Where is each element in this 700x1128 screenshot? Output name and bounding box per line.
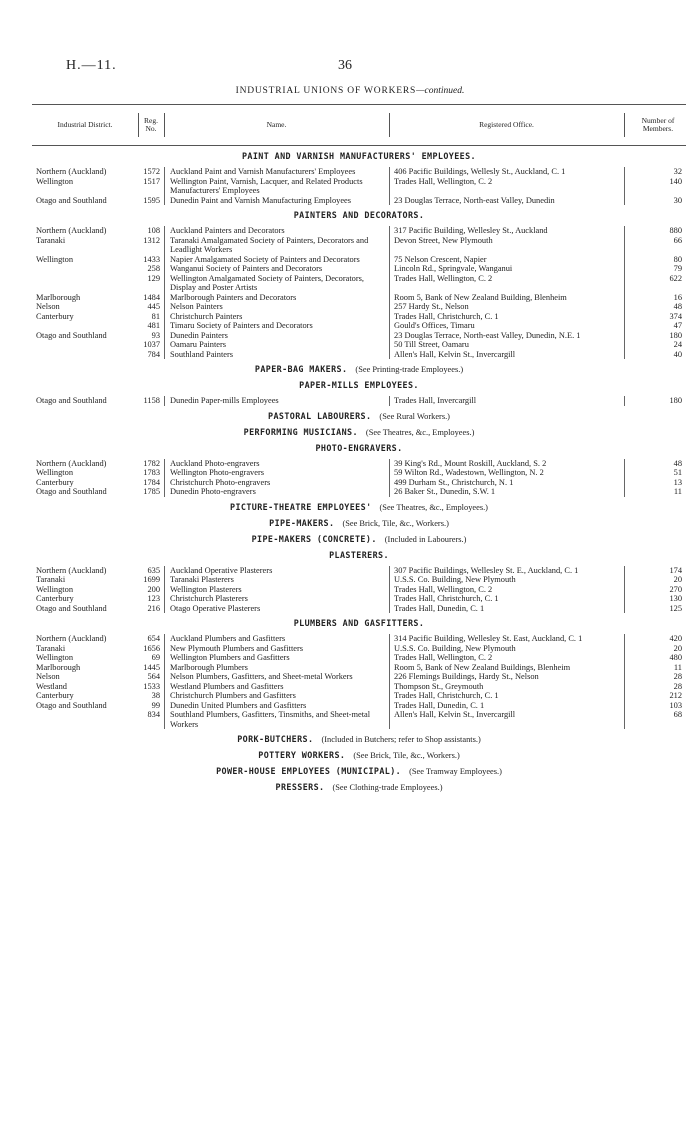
district-cell: Otago and Southland bbox=[36, 700, 107, 710]
column-divider bbox=[624, 113, 625, 137]
members-cell: 480 bbox=[624, 653, 686, 663]
section-heading bbox=[32, 411, 686, 422]
column-header-office: Registered Office. bbox=[479, 120, 534, 129]
district-cell: Northern (Auckland) bbox=[36, 634, 107, 643]
section-note: (See Rural Workers.) bbox=[379, 411, 450, 421]
district-cell: Taranaki bbox=[36, 643, 66, 653]
reg-no-cell: 38 bbox=[151, 691, 160, 700]
table-row bbox=[32, 634, 686, 644]
district-cell: Westland bbox=[36, 681, 67, 691]
union-name-cell: Oamaru Painters bbox=[164, 340, 389, 350]
table-row bbox=[32, 478, 686, 488]
section-title: PRESSERS. bbox=[275, 782, 325, 792]
section-heading bbox=[32, 550, 686, 561]
section-note: (See Clothing-trade Employees.) bbox=[332, 783, 443, 792]
district-cell bbox=[32, 321, 138, 331]
section-heading bbox=[32, 427, 686, 438]
office-cell: Allen's Hall, Kelvin St., Invercargill bbox=[389, 350, 624, 360]
table-row bbox=[32, 167, 686, 177]
office-cell: 23 Douglas Terrace, North-east Valley, Dunedin bbox=[389, 196, 624, 206]
reg-no-cell: 1784 bbox=[143, 477, 160, 487]
union-name-cell: Christchurch Painters bbox=[164, 312, 389, 322]
members-cell: 20 bbox=[624, 644, 686, 654]
section-heading bbox=[32, 766, 686, 777]
table-row bbox=[32, 321, 686, 331]
table-row bbox=[32, 312, 686, 322]
district-cell: Northern (Auckland) bbox=[36, 167, 107, 176]
table-row bbox=[32, 274, 686, 293]
office-cell: 314 Pacific Building, Wellesley St. East, Auckland, C. 1 bbox=[389, 634, 624, 644]
reg-no-cell: 445 bbox=[147, 302, 160, 311]
office-cell: Trades Hall, Wellington, C. 2 bbox=[389, 585, 624, 595]
reg-no-cell: 1572 bbox=[143, 167, 160, 176]
union-name-cell: Auckland Painters and Decorators bbox=[164, 226, 389, 236]
section-heading bbox=[32, 210, 686, 221]
section-title: PHOTO-ENGRAVERS. bbox=[315, 442, 403, 453]
section-heading bbox=[32, 364, 686, 375]
table-row bbox=[32, 691, 686, 701]
table-row bbox=[32, 396, 686, 406]
union-name-cell: Auckland Paint and Varnish Manufacturers' Employees bbox=[164, 167, 389, 177]
column-header-name: Name. bbox=[266, 120, 287, 129]
members-cell: 11 bbox=[624, 487, 686, 497]
union-name-cell: Wanganui Society of Painters and Decorators bbox=[164, 264, 389, 274]
union-name-cell: Auckland Plumbers and Gasfitters bbox=[164, 634, 389, 644]
section-heading bbox=[32, 734, 686, 745]
union-name-cell: Auckland Operative Plasterers bbox=[164, 566, 389, 576]
table-row bbox=[32, 701, 686, 711]
district-cell: Otago and Southland bbox=[36, 330, 107, 340]
office-cell: 406 Pacific Buildings, Wellesly St., Auckland, C. 1 bbox=[389, 167, 624, 177]
reg-no-cell: 1785 bbox=[143, 487, 160, 496]
members-cell: 51 bbox=[624, 468, 686, 478]
table-row bbox=[32, 236, 686, 255]
section-title: PERFORMING MUSICIANS. bbox=[243, 426, 358, 437]
section-heading bbox=[32, 618, 686, 629]
table-row bbox=[32, 331, 686, 341]
column-header-row bbox=[32, 104, 686, 146]
table-row bbox=[32, 566, 686, 576]
section-note: (See Theatres, &c., Employees.) bbox=[379, 502, 488, 512]
union-name-cell: Christchurch Plumbers and Gasfitters bbox=[164, 691, 389, 701]
district-cell: Wellington bbox=[36, 584, 74, 594]
office-cell: Trades Hall, Dunedin, C. 1 bbox=[389, 604, 624, 614]
district-cell: Northern (Auckland) bbox=[36, 458, 107, 468]
section-heading bbox=[32, 782, 686, 793]
district-cell: Wellington bbox=[36, 653, 74, 662]
office-cell: 226 Flemings Buildings, Hardy St., Nelson bbox=[389, 672, 624, 682]
district-cell: Canterbury bbox=[36, 594, 74, 603]
union-name-cell: Dunedin Paper-mills Employees bbox=[164, 396, 389, 406]
table-row bbox=[32, 226, 686, 236]
union-name-cell: Wellington Plasterers bbox=[164, 585, 389, 595]
union-name-cell: Dunedin Photo-engravers bbox=[164, 487, 389, 497]
members-cell: 32 bbox=[624, 167, 686, 177]
table-row bbox=[32, 710, 686, 729]
report-reference: H.—11. bbox=[66, 58, 117, 73]
reg-no-cell: 834 bbox=[147, 710, 160, 719]
section-title: POTTERY WORKERS. bbox=[258, 750, 346, 760]
table-row bbox=[32, 575, 686, 585]
district-cell: Marlborough bbox=[36, 292, 81, 302]
table-row bbox=[32, 255, 686, 265]
union-name-cell: Nelson Painters bbox=[164, 302, 389, 312]
union-name-cell: Westland Plumbers and Gasfitters bbox=[164, 682, 389, 692]
union-name-cell: Wellington Paint, Varnish, Lacquer, and Related Products Manufacturers' Employees bbox=[164, 177, 389, 196]
office-cell: Room 5, Bank of New Zealand Building, Blenheim bbox=[389, 293, 624, 303]
section-heading bbox=[32, 518, 686, 529]
office-cell: 307 Pacific Buildings, Wellesley St. E., Auckland, C. 1 bbox=[389, 566, 624, 576]
reg-no-cell: 1699 bbox=[143, 575, 160, 584]
table-row bbox=[32, 594, 686, 604]
office-cell: 39 King's Rd., Mount Roskill, Auckland, S. 2 bbox=[389, 459, 624, 469]
members-cell: 11 bbox=[624, 663, 686, 673]
table-row bbox=[32, 468, 686, 478]
table-row bbox=[32, 340, 686, 350]
union-name-cell: Wellington Photo-engravers bbox=[164, 468, 389, 478]
union-name-cell: Southland Painters bbox=[164, 350, 389, 360]
section-title: PLUMBERS AND GASFITTERS. bbox=[293, 618, 425, 628]
union-name-cell: Dunedin Painters bbox=[164, 331, 389, 341]
table-row bbox=[32, 663, 686, 673]
table-row bbox=[32, 604, 686, 614]
reg-no-cell: 123 bbox=[147, 594, 160, 603]
union-name-cell: Taranaki Amalgamated Society of Painters, Decorators and Leadlight Workers bbox=[164, 236, 389, 255]
reg-no-cell: 69 bbox=[151, 653, 160, 662]
reg-no-cell: 1433 bbox=[143, 254, 160, 264]
union-name-cell: Marlborough Painters and Decorators bbox=[164, 293, 389, 303]
reg-no-cell: 108 bbox=[147, 226, 160, 235]
members-cell: 103 bbox=[624, 701, 686, 711]
reg-no-cell: 1158 bbox=[143, 396, 160, 405]
section-title: PIPE-MAKERS. bbox=[269, 517, 335, 528]
district-cell: Wellington bbox=[36, 254, 74, 264]
office-cell: Trades Hall, Dunedin, C. 1 bbox=[389, 701, 624, 711]
reg-no-cell: 1656 bbox=[143, 643, 160, 653]
office-cell: 257 Hardy St., Nelson bbox=[389, 302, 624, 312]
table-row bbox=[32, 459, 686, 469]
office-cell: Trades Hall, Wellington, C. 2 bbox=[389, 177, 624, 196]
members-cell: 66 bbox=[624, 236, 686, 255]
members-cell: 47 bbox=[624, 321, 686, 331]
section-heading bbox=[32, 151, 686, 162]
members-cell: 212 bbox=[624, 691, 686, 701]
section-heading bbox=[32, 443, 686, 454]
running-title-text: INDUSTRIAL UNIONS OF WORKERS bbox=[235, 86, 417, 96]
section-title: PAINT AND VARNISH MANUFACTURERS' EMPLOYEES. bbox=[241, 151, 476, 161]
office-cell: 26 Baker St., Dunedin, S.W. 1 bbox=[389, 487, 624, 497]
office-cell: Lincoln Rd., Springvale, Wanganui bbox=[389, 264, 624, 274]
table-row bbox=[32, 487, 686, 497]
district-cell: Wellington bbox=[36, 176, 74, 186]
reg-no-cell: 1445 bbox=[143, 662, 160, 672]
table-row bbox=[32, 644, 686, 654]
section-heading bbox=[32, 380, 686, 391]
reg-no-cell: 1595 bbox=[143, 195, 160, 205]
members-cell: 79 bbox=[624, 264, 686, 274]
reg-no-cell: 635 bbox=[147, 565, 160, 575]
district-cell: Taranaki bbox=[36, 575, 66, 584]
district-cell: Marlborough bbox=[36, 662, 81, 672]
members-cell: 622 bbox=[624, 274, 686, 293]
section-heading bbox=[32, 502, 686, 513]
section-title: PORK-BUTCHERS. bbox=[237, 734, 314, 744]
table-row bbox=[32, 264, 686, 274]
table-row bbox=[32, 177, 686, 196]
reg-no-cell: 258 bbox=[147, 264, 160, 273]
members-cell: 80 bbox=[624, 255, 686, 265]
union-name-cell: Southland Plumbers, Gasfitters, Tinsmiths, and Sheet-metal Workers bbox=[164, 710, 389, 729]
column-header-district: Industrial District. bbox=[57, 120, 113, 129]
members-cell: 40 bbox=[624, 350, 686, 360]
office-cell: Allen's Hall, Kelvin St., Invercargill bbox=[389, 710, 624, 729]
members-cell: 20 bbox=[624, 575, 686, 585]
reg-no-cell: 1533 bbox=[143, 681, 160, 691]
section-heading bbox=[32, 534, 686, 545]
table-row bbox=[32, 293, 686, 303]
table-row bbox=[32, 302, 686, 312]
reg-no-cell: 1312 bbox=[143, 235, 160, 245]
members-cell: 880 bbox=[624, 226, 686, 236]
office-cell: Trades Hall, Wellington, C. 2 bbox=[389, 274, 624, 293]
office-cell: Thompson St., Greymouth bbox=[389, 682, 624, 692]
district-cell bbox=[32, 264, 138, 274]
office-cell: U.S.S. Co. Building, New Plymouth bbox=[389, 575, 624, 585]
office-cell: Trades Hall, Christchurch, C. 1 bbox=[389, 594, 624, 604]
section-title: POWER-HOUSE EMPLOYEES (MUNICIPAL). bbox=[216, 766, 402, 776]
union-name-cell: Otago Operative Plasterers bbox=[164, 604, 389, 614]
union-name-cell: Dunedin United Plumbers and Gasfitters bbox=[164, 701, 389, 711]
union-name-cell: Auckland Photo-engravers bbox=[164, 459, 389, 469]
reg-no-cell: 654 bbox=[147, 634, 160, 643]
section-note: (See Brick, Tile, &c., Workers.) bbox=[342, 518, 449, 528]
section-title: PAINTERS AND DECORATORS. bbox=[293, 210, 425, 220]
table-row bbox=[32, 653, 686, 663]
district-cell: Nelson bbox=[36, 302, 60, 311]
column-header-members: Number of Members. bbox=[641, 116, 675, 133]
section-note: (Included in Labourers.) bbox=[384, 534, 467, 544]
office-cell: Trades Hall, Invercargill bbox=[389, 396, 624, 406]
union-table bbox=[32, 146, 686, 793]
district-cell bbox=[32, 340, 138, 350]
table-row bbox=[32, 196, 686, 206]
members-cell: 130 bbox=[624, 594, 686, 604]
union-name-cell: Nelson Plumbers, Gasfitters, and Sheet-metal Workers bbox=[164, 672, 389, 682]
table-row bbox=[32, 585, 686, 595]
section-title: PAPER-BAG MAKERS. bbox=[254, 364, 348, 374]
section-title: PASTORAL LABOURERS. bbox=[268, 410, 372, 421]
section-note: (See Brick, Tile, &c., Workers.) bbox=[353, 751, 460, 760]
district-cell: Canterbury bbox=[36, 691, 74, 700]
reg-no-cell: 129 bbox=[147, 273, 160, 283]
office-cell: 50 Till Street, Oamaru bbox=[389, 340, 624, 350]
reg-no-cell: 1782 bbox=[143, 458, 160, 468]
district-cell: Taranaki bbox=[36, 235, 66, 245]
section-note: (See Tramway Employees.) bbox=[409, 767, 502, 776]
district-cell bbox=[32, 274, 138, 293]
union-name-cell: Napier Amalgamated Society of Painters and Decorators bbox=[164, 255, 389, 265]
section-title: PICTURE-THEATRE EMPLOYEES' bbox=[230, 501, 372, 512]
district-cell: Northern (Auckland) bbox=[36, 226, 107, 235]
section-title: PIPE-MAKERS (CONCRETE). bbox=[251, 533, 377, 544]
table-row bbox=[32, 350, 686, 360]
district-cell bbox=[32, 710, 138, 729]
section-title: PLASTERERS. bbox=[329, 549, 389, 560]
page-number: 36 bbox=[338, 58, 352, 73]
union-name-cell: Christchurch Plasterers bbox=[164, 594, 389, 604]
members-cell: 68 bbox=[624, 710, 686, 729]
district-cell: Nelson bbox=[36, 672, 60, 681]
reg-no-cell: 1517 bbox=[143, 176, 160, 186]
office-cell: Trades Hall, Christchurch, C. 1 bbox=[389, 691, 624, 701]
reg-no-cell: 1037 bbox=[143, 340, 160, 349]
office-cell: Room 5, Bank of New Zealand Buildings, Blenheim bbox=[389, 663, 624, 673]
reg-no-cell: 200 bbox=[147, 584, 160, 594]
union-name-cell: Wellington Plumbers and Gasfitters bbox=[164, 653, 389, 663]
members-cell: 13 bbox=[624, 478, 686, 488]
district-cell: Otago and Southland bbox=[36, 195, 107, 205]
district-cell: Otago and Southland bbox=[36, 487, 107, 496]
members-cell: 374 bbox=[624, 312, 686, 322]
members-cell: 48 bbox=[624, 302, 686, 312]
table-row bbox=[32, 682, 686, 692]
office-cell: 317 Pacific Building, Wellesley St., Auckland bbox=[389, 226, 624, 236]
reg-no-cell: 564 bbox=[147, 672, 160, 681]
members-cell: 180 bbox=[624, 331, 686, 341]
office-cell: 59 Wilton Rd., Wadestown, Wellington, N. 2 bbox=[389, 468, 624, 478]
union-name-cell: Timaru Society of Painters and Decorators bbox=[164, 321, 389, 331]
running-title-suffix: —continued. bbox=[416, 86, 465, 96]
column-header-reg-no: Reg. No. bbox=[144, 116, 158, 133]
union-name-cell: Marlborough Plumbers bbox=[164, 663, 389, 673]
reg-no-cell: 1484 bbox=[143, 292, 160, 302]
office-cell: 23 Douglas Terrace, North-east Valley, Dunedin, N.E. 1 bbox=[389, 331, 624, 341]
district-cell: Wellington bbox=[36, 468, 74, 477]
district-cell bbox=[32, 350, 138, 360]
office-cell: 499 Durham St., Christchurch, N. 1 bbox=[389, 478, 624, 488]
members-cell: 140 bbox=[624, 177, 686, 196]
members-cell: 16 bbox=[624, 293, 686, 303]
district-cell: Otago and Southland bbox=[36, 396, 107, 405]
members-cell: 24 bbox=[624, 340, 686, 350]
reg-no-cell: 93 bbox=[151, 330, 160, 340]
members-cell: 174 bbox=[624, 566, 686, 576]
members-cell: 180 bbox=[624, 396, 686, 406]
members-cell: 420 bbox=[624, 634, 686, 644]
office-cell: Trades Hall, Christchurch, C. 1 bbox=[389, 312, 624, 322]
reg-no-cell: 784 bbox=[147, 349, 160, 359]
office-cell: Trades Hall, Wellington, C. 2 bbox=[389, 653, 624, 663]
members-cell: 270 bbox=[624, 585, 686, 595]
section-heading bbox=[32, 750, 686, 761]
district-cell: Otago and Southland bbox=[36, 603, 107, 613]
members-cell: 125 bbox=[624, 604, 686, 614]
union-name-cell: Dunedin Paint and Varnish Manufacturing Employees bbox=[164, 196, 389, 206]
district-cell: Northern (Auckland) bbox=[36, 565, 107, 575]
members-cell: 28 bbox=[624, 682, 686, 692]
district-cell: Canterbury bbox=[36, 477, 74, 487]
table-row bbox=[32, 672, 686, 682]
office-cell: Gould's Offices, Timaru bbox=[389, 321, 624, 331]
reg-no-cell: 1783 bbox=[143, 468, 160, 477]
reg-no-cell: 81 bbox=[151, 311, 160, 321]
office-cell: 75 Nelson Crescent, Napier bbox=[389, 255, 624, 265]
section-title: PAPER-MILLS EMPLOYEES. bbox=[299, 380, 419, 390]
office-cell: U.S.S. Co. Building, New Plymouth bbox=[389, 644, 624, 654]
union-name-cell: Wellington Amalgamated Society of Painters, Decorators, Display and Poster Artists bbox=[164, 274, 389, 293]
union-name-cell: Taranaki Plasterers bbox=[164, 575, 389, 585]
reg-no-cell: 216 bbox=[147, 603, 160, 613]
members-cell: 48 bbox=[624, 459, 686, 469]
members-cell: 30 bbox=[624, 196, 686, 206]
running-title bbox=[0, 86, 700, 96]
section-note: (Included in Butchers; refer to Shop assistants.) bbox=[321, 735, 481, 744]
reg-no-cell: 99 bbox=[151, 700, 160, 710]
district-cell: Canterbury bbox=[36, 311, 74, 321]
union-name-cell: New Plymouth Plumbers and Gasfitters bbox=[164, 644, 389, 654]
reg-no-cell: 481 bbox=[147, 321, 160, 330]
section-note: (See Printing-trade Employees.) bbox=[355, 365, 464, 374]
section-note: (See Theatres, &c., Employees.) bbox=[365, 427, 475, 437]
office-cell: Devon Street, New Plymouth bbox=[389, 236, 624, 255]
members-cell: 28 bbox=[624, 672, 686, 682]
union-name-cell: Christchurch Photo-engravers bbox=[164, 478, 389, 488]
